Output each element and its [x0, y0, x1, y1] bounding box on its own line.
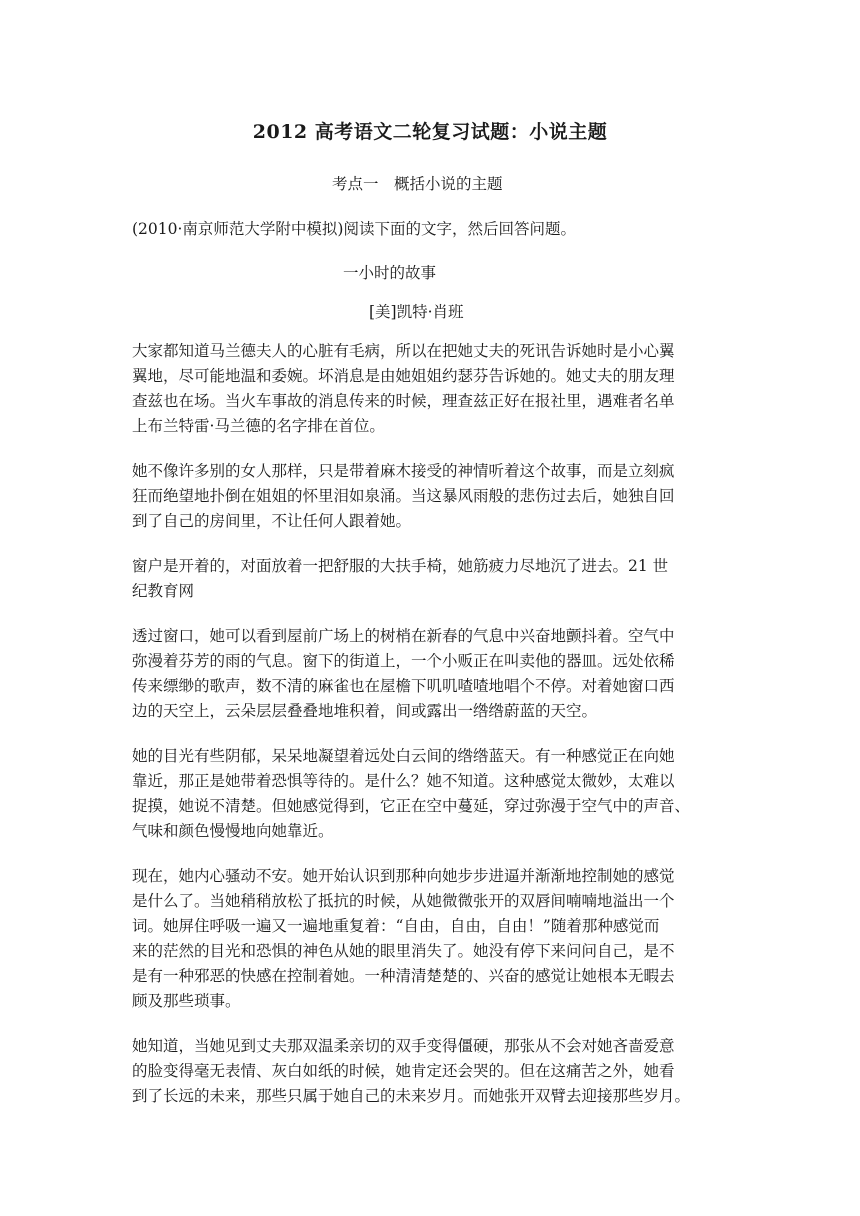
paragraph: 她不像许多别的女人那样，只是带着麻木接受的神情听着这个故事，而是立刻疯 狂而绝望地扑倒在姐姐的怀里泪如泉涌。当这暴风雨般的悲伤过去后，她独自回 到了自己的房间里，不让任何人跟着她。	[132, 462, 675, 530]
paragraph: 透过窗口，她可以看到屋前广场上的树梢在新春的气息中兴奋地颤抖着。空气中 弥漫着芬芳的雨的气息。窗下的街道上，一个小贩正在叫卖他的器皿。远处依稀 传来缥缈的歌声，数不清的麻雀也在屋檐下叽叽喳喳地唱个不停。对着她窗口西 边的天空上，云朵层层叠叠地堆积着，间或露出一绺绺蔚蓝的天空。	[132, 627, 675, 720]
section-heading: 考点一 概括小说的主题	[332, 175, 503, 193]
document-title: 2012 高考语文二轮复习试题：小说主题	[252, 121, 608, 143]
paragraph: 窗户是开着的，对面放着一把舒服的大扶手椅，她筋疲力尽地沉了进去。21 世 纪教育网	[132, 557, 669, 600]
paragraph: 她的目光有些阴郁，呆呆地凝望着远处白云间的绺绺蓝天。有一种感觉正在向她 靠近，那正是她带着恐惧等待的。是什么？她不知道。这种感觉太微妙，太难以 捉摸，她说不清楚。但她感觉得到，它正在空中蔓延，穿过弥漫于空气中的声音、 气味和颜色慢慢地向她靠近。	[132, 747, 691, 840]
paragraph: 她知道，当她见到丈夫那双温柔亲切的双手变得僵硬，那张从不会对她吝啬爱意 的脸变得毫无表情、灰白如纸的时候，她肯定还会哭的。但在这痛苦之外，她看 到了长远的未来，那些只属于她自己的未来岁月。而她张开双臂去迎接那些岁月。	[132, 1037, 691, 1105]
paragraph: 现在，她内心骚动不安。她开始认识到那种向她步步进逼并渐渐地控制她的感觉 是什么了。当她稍稍放松了抵抗的时候，从她微微张开的双唇间喃喃地溢出一个 词。她屏住呼吸一遍又一遍地重复着：“自由，自由，自由！”随着那种感觉而 来的茫然的目光和恐惧的神色从她的眼里消失了。她没有停下来问问自己，是不 是有一种邪恶的快感在控制着她。一种清清楚楚的、兴奋的感觉让她根本无暇去 顾及那些琐事。	[132, 867, 675, 1010]
source-instruction: (2010·南京师范大学附中模拟)阅读下面的文字，然后回答问题。	[132, 220, 576, 238]
story-body	[132, 339, 732, 1129]
story-author: [美]凯特·肖班	[369, 303, 464, 321]
paragraph: 大家都知道马兰德夫人的心脏有毛病，所以在把她丈夫的死讯告诉她时是小心翼 翼地，尽可能地温和委婉。坏消息是由她姐姐约瑟芬告诉她的。她丈夫的朋友理 查兹也在场。当火车事故的消息传来的时候，理查兹正好在报社里，遇难者名单 上布兰特雷·马兰德的名字排在首位。	[132, 342, 675, 435]
story-title: 一小时的故事	[343, 264, 437, 282]
